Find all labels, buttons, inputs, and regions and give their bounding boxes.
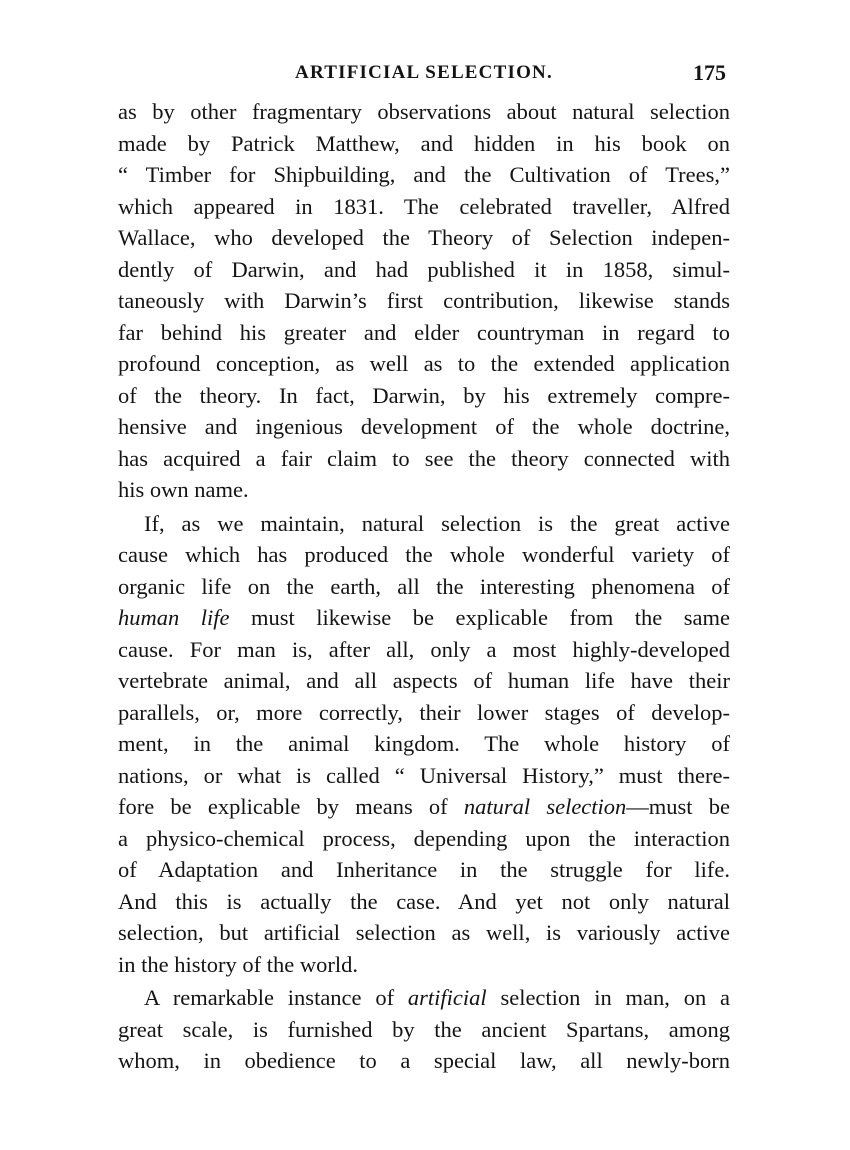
line-text: selection in man, on a [486,985,730,1010]
text-line [118,602,730,634]
text-line: organic life on the earth, all the interesting phenomena of [118,573,730,599]
text-line: a physico-chemical process, depending upon the interaction [118,825,730,851]
page-number: 175 [693,60,726,85]
paragraph-3 [118,982,730,1077]
italic-phrase: artificial [407,985,487,1010]
line-text: —must be [626,794,730,819]
text-line: in the history of the world. [118,951,358,977]
italic-phrase: human life [118,605,230,630]
running-title: ARTIFICIAL SELECTION. [295,62,553,83]
text-line: profound conception, as well as to the extended application [118,351,730,376]
text-line: taneously with Darwin’s first contribution, likewise stands [118,288,730,313]
text-line: made by Patrick Matthew, and hidden in his book on [118,130,730,156]
text-line: If, as we maintain, natural selection is the great active [144,510,730,536]
text-line: Wallace, who developed the Theory of Selection indepen- [118,225,730,250]
text-line: has acquired a fair claim to see the theory connected with [118,445,730,471]
text-line: great scale, is furnished by the ancient Spartans, among [118,1016,730,1042]
paragraph-1 [118,96,730,506]
text-line: of the theory. In fact, Darwin, by his extremely compre- [118,382,730,408]
text-line [118,791,730,823]
text-line: vertebrate animal, and all aspects of human life have their [118,668,730,693]
text-line: cause which has produced the whole wonderful variety of [118,542,730,567]
paragraph-2 [118,508,730,981]
text-line: “ Timber for Shipbuilding, and the Cultivation of Trees,” [118,162,730,187]
text-line: as by other fragmentary observations about natural selection [118,99,730,124]
text-line: parallels, or, more correctly, their lower stages of develop- [118,699,730,725]
text-line: cause. For man is, after all, only a most highly-developed [118,636,730,662]
italic-phrase: natural selection [463,794,627,819]
line-text: A remarkable instance of [144,985,408,1010]
text-line: selection, but artificial selection as well, is variously active [118,920,730,945]
text-line: nations, or what is called “ Universal History,” must there- [118,762,730,788]
book-page [118,62,730,1077]
text-line: which appeared in 1831. The celebrated traveller, Alfred [118,193,730,219]
running-head [118,62,730,96]
text-line: his own name. [118,477,249,502]
text-line: hensive and ingenious development of the whole doctrine, [118,414,730,439]
text-line: dently of Darwin, and had published it in 1858, simul- [118,256,730,282]
line-text: must likewise be explicable from the same [229,605,730,630]
text-line [118,982,730,1014]
text-line: whom, in obedience to a special law, all newly-born [118,1048,730,1073]
text-line: of Adaptation and Inheritance in the struggle for life. [118,857,730,882]
text-line: far behind his greater and elder countryman in regard to [118,319,730,345]
text-line: And this is actually the case. And yet not only natural [118,888,730,914]
line-text: fore be explicable by means of [118,794,464,819]
text-line: ment, in the animal kingdom. The whole history of [118,731,730,756]
